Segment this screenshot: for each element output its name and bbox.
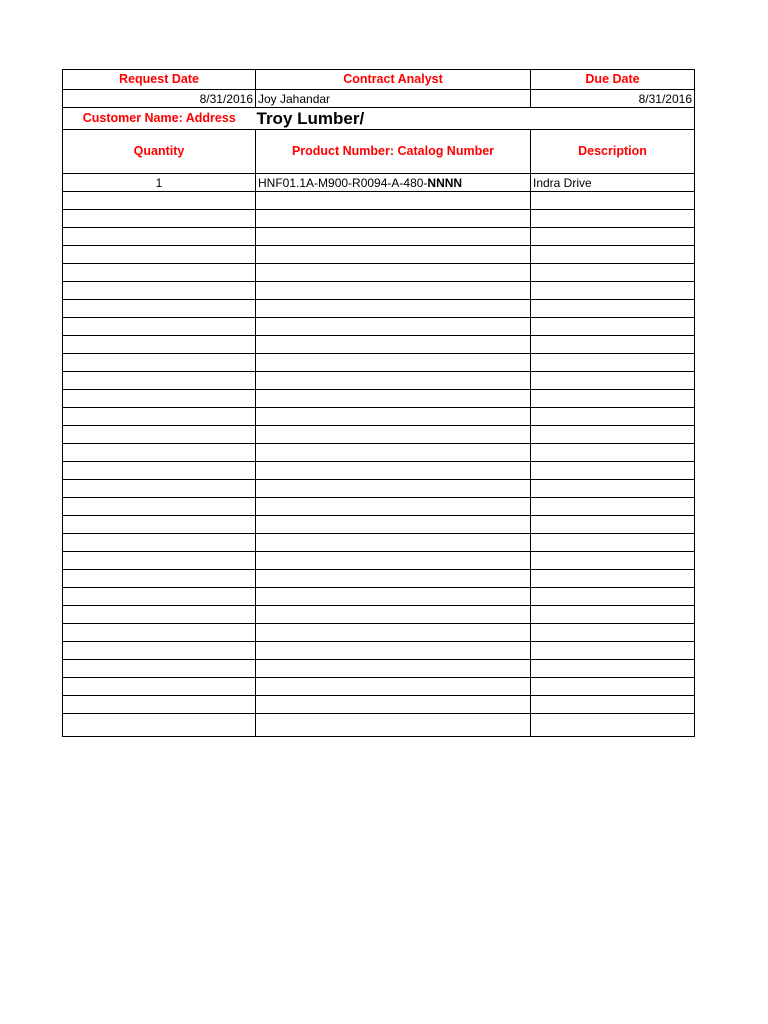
product-number-cell[interactable] xyxy=(256,606,531,624)
table-row xyxy=(63,624,695,642)
description-cell[interactable] xyxy=(531,552,695,570)
product-number-cell[interactable] xyxy=(256,678,531,696)
product-number-cell[interactable] xyxy=(256,570,531,588)
description-cell[interactable] xyxy=(531,642,695,660)
table-row xyxy=(63,192,695,210)
table-row xyxy=(63,246,695,264)
column-header-row xyxy=(63,130,695,174)
order-form-body xyxy=(63,70,695,737)
table-row xyxy=(63,336,695,354)
product-number-cell[interactable] xyxy=(256,444,531,462)
quantity-cell[interactable] xyxy=(63,570,256,588)
order-form-sheet xyxy=(62,69,694,737)
table-row xyxy=(63,228,695,246)
table-row xyxy=(63,516,695,534)
table-row xyxy=(63,480,695,498)
description-cell[interactable] xyxy=(531,354,695,372)
quantity-column-header: Quantity xyxy=(63,130,256,174)
product-number-cell[interactable] xyxy=(256,408,531,426)
product-number-suffix: NNNN xyxy=(427,175,463,190)
contract-analyst-label: Contract Analyst xyxy=(256,70,531,90)
product-number-cell[interactable] xyxy=(256,354,531,372)
quantity-cell[interactable] xyxy=(63,642,256,660)
table-row xyxy=(63,498,695,516)
description-cell[interactable] xyxy=(531,426,695,444)
description-cell[interactable] xyxy=(531,588,695,606)
product-number-cell[interactable] xyxy=(256,282,531,300)
quantity-cell[interactable] xyxy=(63,300,256,318)
product-number-cell[interactable] xyxy=(256,210,531,228)
description-cell[interactable] xyxy=(531,282,695,300)
description-cell[interactable] xyxy=(531,714,695,737)
order-form-table xyxy=(62,69,695,737)
product-number-cell[interactable] xyxy=(256,174,531,192)
description-cell[interactable] xyxy=(531,498,695,516)
customer-name-value[interactable]: Troy Lumber/ xyxy=(256,108,695,130)
header-values-row xyxy=(63,90,695,108)
description-cell[interactable] xyxy=(531,228,695,246)
product-number-cell[interactable] xyxy=(256,462,531,480)
description-cell[interactable] xyxy=(531,516,695,534)
quantity-cell[interactable] xyxy=(63,282,256,300)
description-cell[interactable] xyxy=(531,480,695,498)
description-cell[interactable] xyxy=(531,390,695,408)
description-cell[interactable] xyxy=(531,444,695,462)
table-row xyxy=(63,642,695,660)
table-row xyxy=(63,372,695,390)
request-date-value[interactable]: 8/31/2016 xyxy=(63,90,256,108)
description-cell[interactable] xyxy=(531,336,695,354)
request-date-label: Request Date xyxy=(63,70,256,90)
description-cell[interactable]: Indra Drive xyxy=(531,174,695,192)
quantity-cell[interactable] xyxy=(63,354,256,372)
quantity-cell[interactable] xyxy=(63,678,256,696)
quantity-cell[interactable] xyxy=(63,264,256,282)
description-cell[interactable] xyxy=(531,606,695,624)
quantity-cell[interactable] xyxy=(63,228,256,246)
description-cell[interactable] xyxy=(531,318,695,336)
table-row xyxy=(63,678,695,696)
quantity-cell[interactable] xyxy=(63,696,256,714)
table-row xyxy=(63,696,695,714)
quantity-cell[interactable] xyxy=(63,390,256,408)
table-row xyxy=(63,318,695,336)
product-number-cell[interactable] xyxy=(256,390,531,408)
product-number-cell[interactable] xyxy=(256,642,531,660)
quantity-cell[interactable] xyxy=(63,408,256,426)
table-row xyxy=(63,174,695,192)
quantity-cell[interactable] xyxy=(63,210,256,228)
description-cell[interactable] xyxy=(531,660,695,678)
product-number-column-header: Product Number: Catalog Number xyxy=(256,130,531,174)
product-number-cell[interactable] xyxy=(256,660,531,678)
table-row xyxy=(63,534,695,552)
product-number-cell[interactable] xyxy=(256,228,531,246)
description-column-header: Description xyxy=(531,130,695,174)
customer-name-label: Customer Name: Address xyxy=(63,108,256,130)
quantity-cell[interactable] xyxy=(63,516,256,534)
product-number-cell[interactable] xyxy=(256,498,531,516)
description-cell[interactable] xyxy=(531,372,695,390)
table-row xyxy=(63,606,695,624)
description-cell[interactable] xyxy=(531,192,695,210)
quantity-cell[interactable] xyxy=(63,372,256,390)
quantity-cell[interactable] xyxy=(63,336,256,354)
quantity-cell[interactable] xyxy=(63,426,256,444)
product-number-cell[interactable] xyxy=(256,264,531,282)
product-number-cell[interactable] xyxy=(256,480,531,498)
product-number-cell[interactable] xyxy=(256,192,531,210)
description-cell[interactable] xyxy=(531,210,695,228)
table-row xyxy=(63,552,695,570)
quantity-cell[interactable] xyxy=(63,588,256,606)
description-cell[interactable] xyxy=(531,264,695,282)
table-row xyxy=(63,300,695,318)
table-row xyxy=(63,354,695,372)
table-row xyxy=(63,264,695,282)
product-number-cell[interactable] xyxy=(256,300,531,318)
contract-analyst-value[interactable]: Joy Jahandar xyxy=(256,90,531,108)
quantity-cell[interactable]: 1 xyxy=(63,174,256,192)
description-cell[interactable] xyxy=(531,300,695,318)
quantity-cell[interactable] xyxy=(63,660,256,678)
product-number-cell[interactable] xyxy=(256,246,531,264)
description-cell[interactable] xyxy=(531,246,695,264)
due-date-label: Due Date xyxy=(531,70,695,90)
product-number-prefix: HNF01.1A-M900-R0094-A-480- xyxy=(258,175,428,190)
quantity-cell[interactable] xyxy=(63,624,256,642)
description-cell[interactable] xyxy=(531,696,695,714)
table-row xyxy=(63,210,695,228)
product-number-cell[interactable] xyxy=(256,318,531,336)
quantity-cell[interactable] xyxy=(63,480,256,498)
product-number-cell[interactable] xyxy=(256,372,531,390)
table-row xyxy=(63,714,695,737)
table-row xyxy=(63,444,695,462)
header-row xyxy=(63,70,695,90)
product-number-cell[interactable] xyxy=(256,516,531,534)
description-cell[interactable] xyxy=(531,570,695,588)
quantity-cell[interactable] xyxy=(63,192,256,210)
quantity-cell[interactable] xyxy=(63,552,256,570)
product-number-cell[interactable] xyxy=(256,534,531,552)
table-row xyxy=(63,462,695,480)
description-cell[interactable] xyxy=(531,408,695,426)
quantity-cell[interactable] xyxy=(63,498,256,516)
table-row xyxy=(63,390,695,408)
description-cell[interactable] xyxy=(531,624,695,642)
description-cell[interactable] xyxy=(531,678,695,696)
customer-row xyxy=(63,108,695,130)
product-number-cell[interactable] xyxy=(256,624,531,642)
product-number-cell[interactable] xyxy=(256,552,531,570)
table-row xyxy=(63,570,695,588)
description-cell[interactable] xyxy=(531,462,695,480)
table-row xyxy=(63,660,695,678)
quantity-cell[interactable] xyxy=(63,444,256,462)
quantity-cell[interactable] xyxy=(63,534,256,552)
due-date-value[interactable]: 8/31/2016 xyxy=(531,90,695,108)
product-number-cell[interactable] xyxy=(256,696,531,714)
description-cell[interactable] xyxy=(531,534,695,552)
quantity-cell[interactable] xyxy=(63,318,256,336)
quantity-cell[interactable] xyxy=(63,606,256,624)
table-row xyxy=(63,588,695,606)
quantity-cell[interactable] xyxy=(63,714,256,737)
product-number-cell[interactable] xyxy=(256,714,531,737)
product-number-cell[interactable] xyxy=(256,426,531,444)
table-row xyxy=(63,282,695,300)
product-number-cell[interactable] xyxy=(256,588,531,606)
quantity-cell[interactable] xyxy=(63,246,256,264)
quantity-cell[interactable] xyxy=(63,462,256,480)
table-row xyxy=(63,408,695,426)
table-row xyxy=(63,426,695,444)
product-number-cell[interactable] xyxy=(256,336,531,354)
